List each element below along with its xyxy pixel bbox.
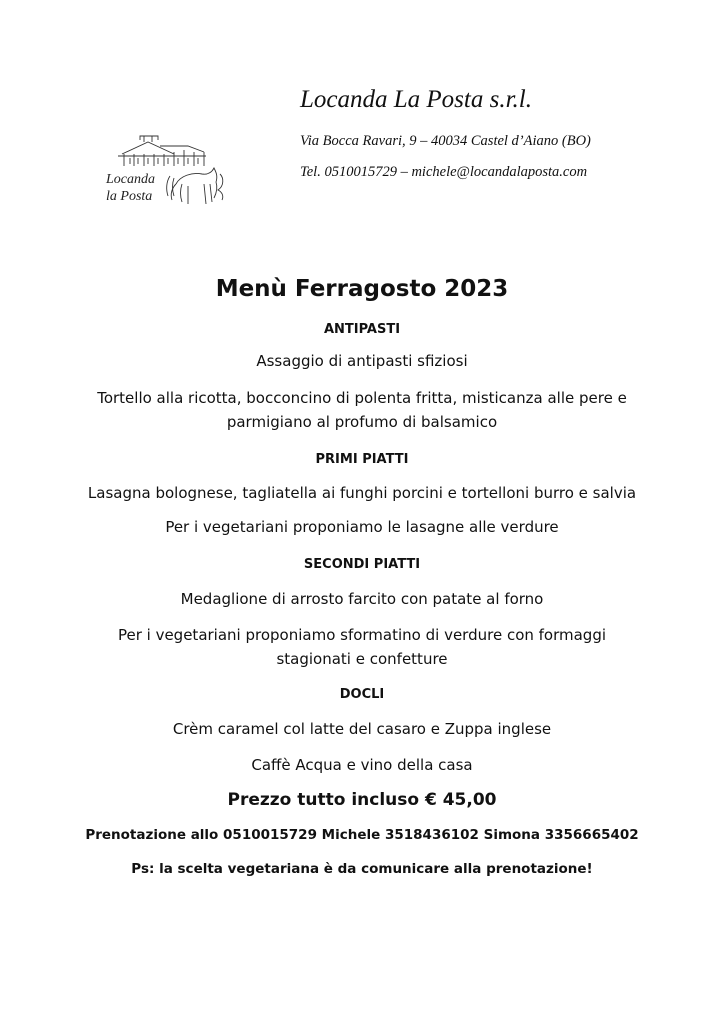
menu-item-antipasti-2-line1: Tortello alla ricotta, bocconcino di polenta fritta, misticanza alle pere e: [97, 389, 627, 407]
logo-text-line2: la Posta: [106, 189, 153, 204]
menu-item-primi-2: Per i vegetariani proponiamo le lasagne alle verdure: [165, 518, 559, 536]
company-address: Via Bocca Ravari, 9 – 40034 Castel d’Aiano (BO): [300, 133, 591, 149]
company-name: Locanda La Posta s.r.l.: [300, 86, 532, 113]
vegetarian-note: Ps: la scelta vegetariana è da comunicare alla prenotazione!: [131, 861, 593, 877]
menu-item-secondi-2-line2: stagionati e confetture: [276, 650, 448, 668]
section-heading-primi: PRIMI PIATTI: [315, 452, 409, 467]
section-heading-antipasti: ANTIPASTI: [323, 322, 401, 337]
company-contact: Tel. 0510015729 – michele@locandalaposta.com: [300, 164, 588, 180]
section-heading-dolci: DOCLI: [339, 687, 385, 702]
section-heading-secondi: SECONDI PIATTI: [303, 557, 421, 572]
menu-item-antipasti-1: Assaggio di antipasti sfiziosi: [256, 352, 468, 370]
menu-item-secondi-1: Medaglione di arrosto farcito con patate al forno: [180, 590, 544, 608]
menu-item-antipasti-2-line2: parmigiano al profumo di balsamico: [226, 413, 498, 431]
menu-item-dolci-1: Crèm caramel col latte del casaro e Zuppa inglese: [172, 720, 552, 738]
logo: [100, 132, 235, 222]
menu-item-primi-1: Lasagna bolognese, tagliatella ai funghi porcini e tortelloni burro e salvia: [87, 484, 637, 502]
menu-item-secondi-2-line1: Per i vegetariani proponiamo sformatino di verdure con formaggi: [117, 626, 607, 644]
menu-title: Menù Ferragosto 2023: [215, 276, 509, 302]
logo-text-line1: Locanda: [106, 172, 155, 187]
price-line: Prezzo tutto incluso € 45,00: [227, 790, 497, 810]
booking-line: Prenotazione allo 0510015729 Michele 3518436102 Simona 3356665402: [85, 827, 639, 843]
menu-item-dolci-2: Caffè Acqua e vino della casa: [251, 756, 473, 774]
